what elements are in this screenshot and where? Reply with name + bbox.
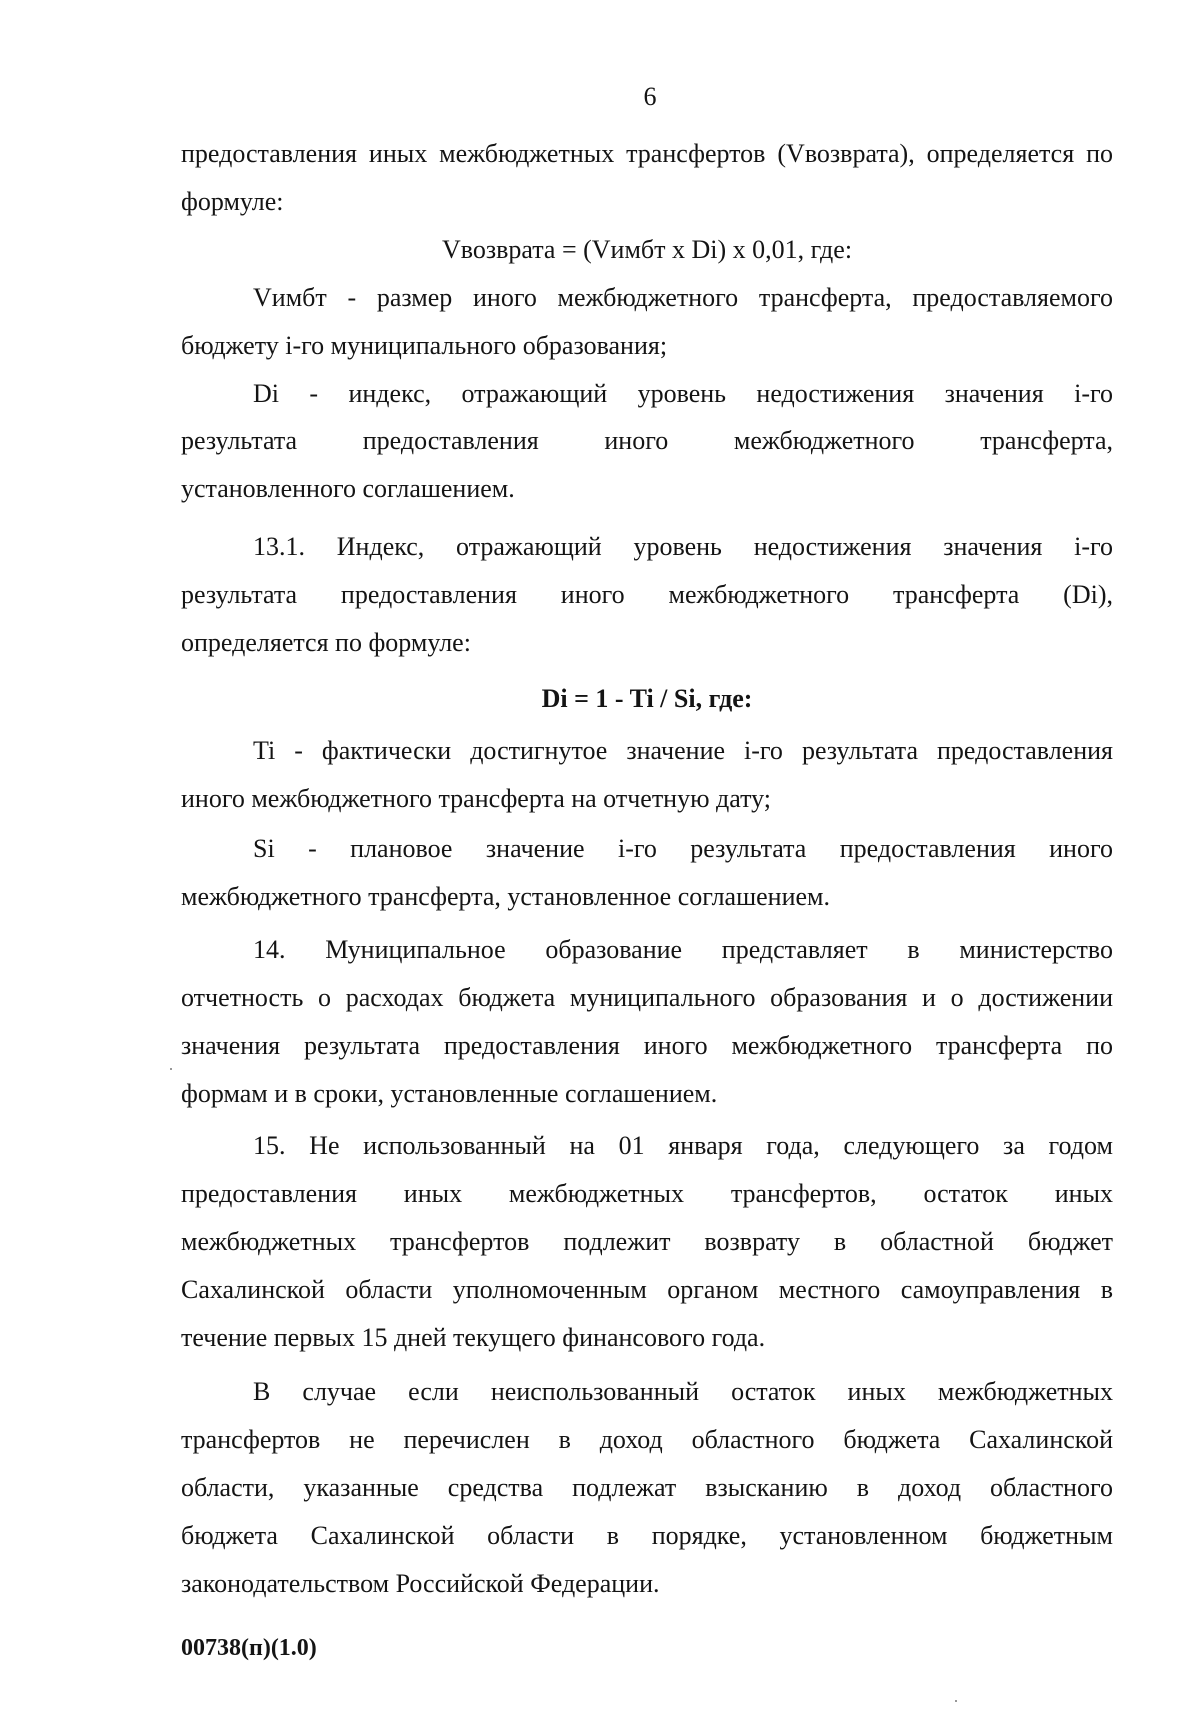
clause-14-line-2: отчетность о расходах бюджета муниципального образования и о достижении <box>181 983 1113 1012</box>
clause-15-cont-line-4: бюджета Сахалинской области в порядке, установленном бюджетным <box>181 1521 1113 1550</box>
def-di-line-3: установленного соглашением. <box>181 474 515 503</box>
clause-15-cont-line-2: трансфертов не перечислен в доход областного бюджета Сахалинской <box>181 1425 1113 1454</box>
def-di-line-2: результата предоставления иного межбюджетного трансферта, <box>181 426 1113 455</box>
intro-line-1: предоставления иных межбюджетных трансфертов (Vвозврата), определяется по <box>181 139 1113 168</box>
clause-15-line-4: Сахалинской области уполномоченным органом местного самоуправления в <box>181 1275 1113 1304</box>
scan-speck <box>955 1700 957 1702</box>
formula-di: Di = 1 - Ti / Si, где: <box>541 684 753 713</box>
def-si-line-1: Si - плановое значение i-го результата предоставления иного <box>253 834 1113 863</box>
def-vimbt-line-1: Vимбт - размер иного межбюджетного трансферта, предоставляемого <box>253 283 1113 312</box>
clause-14-line-4: формам и в сроки, установленные соглашением. <box>181 1079 718 1108</box>
clause-15-cont-line-1: В случае если неиспользованный остаток иных межбюджетных <box>253 1377 1113 1406</box>
clause-14-line-3: значения результата предоставления иного межбюджетного трансферта по <box>181 1031 1113 1060</box>
clause-15-cont-line-3: области, указанные средства подлежат взысканию в доход областного <box>181 1473 1113 1502</box>
def-si-line-2: межбюджетного трансферта, установленное соглашением. <box>181 882 830 911</box>
document-code: 00738(п)(1.0) <box>181 1635 317 1661</box>
clause-15-cont-line-5: законодательством Российской Федерации. <box>181 1569 660 1598</box>
clause-13-1-line-2: результата предоставления иного межбюджетного трансферта (Di), <box>181 580 1113 609</box>
def-ti-line-2: иного межбюджетного трансферта на отчетную дату; <box>181 784 772 813</box>
def-vimbt-line-2: бюджету i-го муниципального образования; <box>181 331 668 360</box>
clause-15-line-5: течение первых 15 дней текущего финансового года. <box>181 1323 766 1352</box>
scan-speck <box>170 1068 172 1070</box>
clause-15-line-1: 15. Не использованный на 01 января года, следующего за годом <box>253 1131 1113 1160</box>
clause-13-1-line-1: 13.1. Индекс, отражающий уровень недостижения значения i-го <box>253 532 1113 561</box>
def-ti-line-1: Ti - фактически достигнутое значение i-го результата предоставления <box>253 736 1113 765</box>
def-di-line-1: Di - индекс, отражающий уровень недостижения значения i-го <box>253 379 1113 408</box>
page-number: 6 <box>643 82 657 111</box>
clause-14-line-1: 14. Муниципальное образование представляет в министерство <box>253 935 1113 964</box>
formula-v: Vвозврата = (Vимбт x Di) x 0,01, где: <box>441 235 853 264</box>
clause-15-line-3: межбюджетных трансфертов подлежит возврату в областной бюджет <box>181 1227 1113 1256</box>
clause-13-1-line-3: определяется по формуле: <box>181 628 471 657</box>
intro-line-2: формуле: <box>181 187 284 216</box>
clause-15-line-2: предоставления иных межбюджетных трансфертов, остаток иных <box>181 1179 1113 1208</box>
